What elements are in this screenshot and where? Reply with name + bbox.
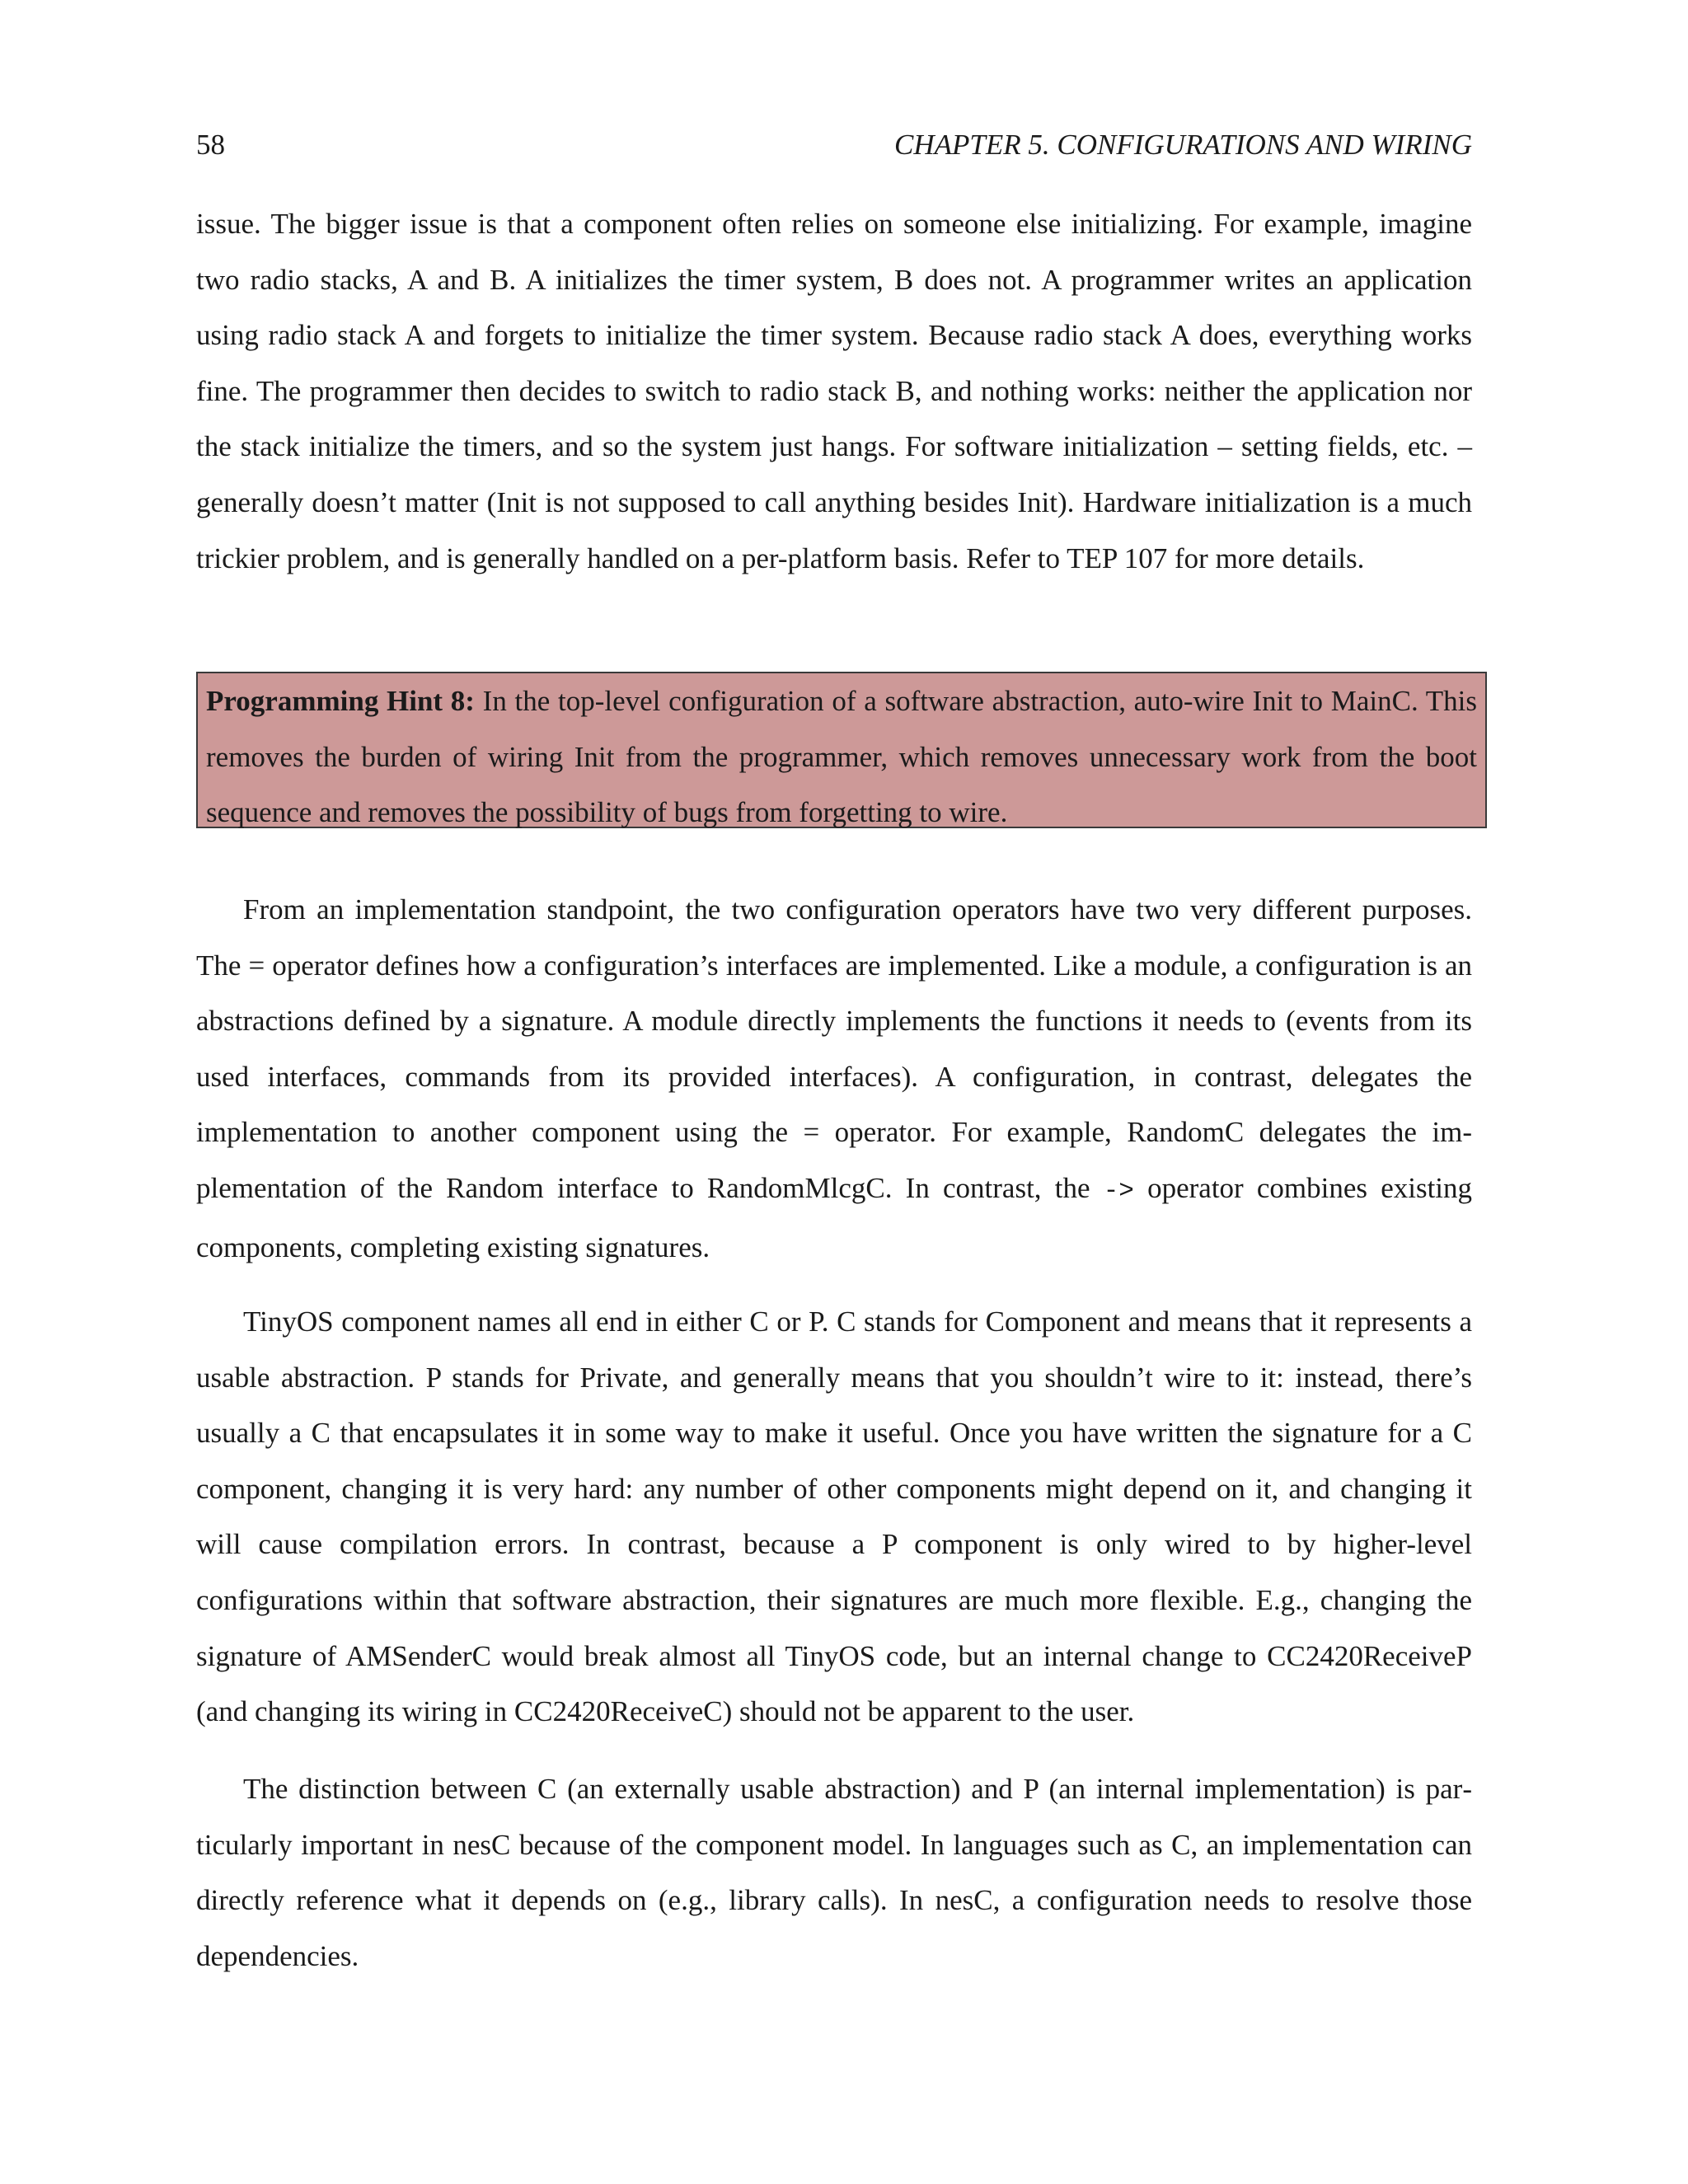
hint-text: In the top-level configuration of a software abstraction, auto-wire Init to MainC. This removes the burden of wiring Init from the programmer, which removes unnecessary work from the boot sequence and removes the possibility of bugs from forgetting to wire. — [206, 685, 1478, 829]
paragraph-operators-text-b: operator combines existing components, completing existing signatures. — [196, 1171, 1473, 1263]
hint-label: Programming Hint 8: — [206, 685, 475, 717]
paragraph-configuration-operators — [196, 882, 1472, 1275]
hint-paragraph — [206, 673, 1477, 841]
paragraph-c-vs-p-distinction: The distinction between C (an externally usable abstraction) and P (an internal implementation) is particularly important in nesC because of the component model. In languages such as C, an implementation can directly reference what it depends on (e.g., library calls). In nesC, a configuration needs to resolve those dependencies. — [196, 1773, 1472, 1972]
paragraph-init-issue: issue. The bigger issue is that a component often relies on someone else initializing. For example, imagine two radio stacks, A and B. A initializes the timer system, B does not. A programmer writes an application using radio stack A and forgets to initialize the timer system. Because radio stack A does, everything works fine. The programmer then decides to switch to radio stack B, and nothing works: neither the application nor the stack initialize the timers, and so the system just hangs. For software initialization – setting fields, etc. – generally doesn’t matter (Init is not supposed to call anything besides Init). Hardware initialization is a much trickier problem, and is generally handled on a per-platform basis. Refer to TEP 107 for more details. — [196, 208, 1472, 574]
paragraph-operators-text-a: From an implementation standpoint, the two configuration operators have two very different purposes. The = operator defines how a configuration’s interfaces are implemented. Like a module, a configuration is an abstractions defined by a signature. A module directly implements the functions it needs to (events from its used interfaces, commands from its provided interfaces). A configuration, in contrast, delegates the implementation to another component using the = operator. For example, RandomC delegates the implementation of the Random interface to RandomMlcgC. In contrast, the — [196, 893, 1472, 1204]
programming-hint-box — [196, 672, 1487, 828]
page-number: 58 — [196, 129, 225, 161]
paragraph-component-names: TinyOS component names all end in either C or P. C stands for Component and means that it represents a usable abstraction. P stands for Private, and generally means that you shouldn’t wire to it: instead, there’s usually a C that encapsulates it in some way to make it useful. Once you have written the signature for a C component, changing it is very hard: any number of other components might depend on it, and changing it will cause compilation errors. In contrast, because a P component is only wired to by higher-level configurations within that software abstraction, their signatures are much more flexible. E.g., changing the signature of AMSenderC would break almost all TinyOS code, but an internal change to CC2420ReceiveP (and changing its wiring in CC2420ReceiveC) should not be apparent to the user. — [196, 1305, 1472, 1728]
chapter-title: CHAPTER 5. CONFIGURATIONS AND WIRING — [894, 129, 1472, 161]
arrow-operator: -> — [1103, 1176, 1134, 1206]
running-head — [196, 129, 1472, 162]
